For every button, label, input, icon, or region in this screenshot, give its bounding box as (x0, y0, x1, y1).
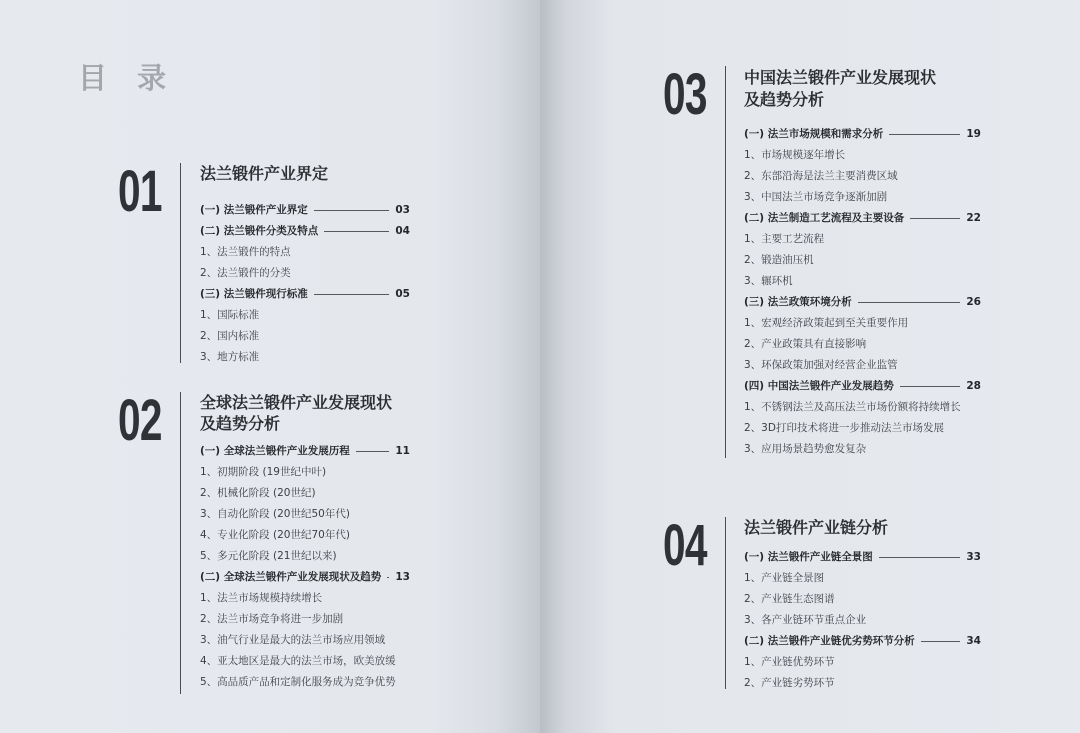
leader-line (314, 294, 390, 295)
page-number: 26 (966, 296, 981, 308)
chapter-04 (663, 513, 993, 697)
toc-item-entry[interactable]: 1、市场规模逐年增长 (744, 149, 846, 161)
page-number: 28 (966, 380, 981, 392)
chapter-title-line1: 全球法兰锻件产业发展现状 (200, 393, 393, 412)
page-number: 13 (395, 571, 410, 583)
toc-section-entry[interactable] (200, 221, 410, 242)
page-number: 22 (966, 212, 981, 224)
chapter-03 (663, 62, 993, 466)
toc-item-entry[interactable]: 3、地方标准 (200, 351, 260, 363)
chapter-01 (118, 159, 418, 373)
leader-line (879, 557, 961, 558)
leader-line (387, 577, 389, 578)
page-number: 33 (966, 551, 981, 563)
toc-item-entry[interactable]: 5、多元化阶段 (21世纪以来) (200, 550, 337, 562)
chapter-entries (744, 124, 981, 460)
toc-item-entry[interactable]: 1、不锈钢法兰及高压法兰市场份额将持续增长 (744, 401, 961, 413)
page-number: 03 (395, 204, 410, 216)
chapter-number: 03 (663, 62, 707, 127)
section-label: (二) 法兰锻件产业链优劣势环节分析 (744, 635, 915, 647)
toc-section-entry[interactable] (744, 547, 981, 568)
leader-line (314, 210, 390, 211)
toc-item-entry[interactable]: 3、中国法兰市场竞争逐渐加剧 (744, 191, 888, 203)
right-page (540, 0, 1080, 733)
page-number: 11 (395, 445, 410, 457)
toc-item-entry[interactable]: 5、高品质产品和定制化服务成为竞争优势 (200, 676, 396, 688)
toc-item-entry[interactable]: 2、国内标准 (200, 330, 260, 342)
toc-item-entry[interactable]: 1、国际标准 (200, 309, 260, 321)
toc-item-entry[interactable]: 2、锻造油压机 (744, 254, 814, 266)
toc-item-entry[interactable]: 1、宏观经济政策起到至关重要作用 (744, 317, 909, 329)
toc-section-entry[interactable] (744, 124, 981, 145)
toc-item-entry[interactable]: 2、法兰锻件的分类 (200, 267, 291, 279)
toc-item-entry[interactable]: 3、自动化阶段 (20世纪50年代) (200, 508, 350, 520)
page-number: 19 (966, 128, 981, 140)
toc-section-entry[interactable] (200, 284, 410, 305)
toc-section-entry[interactable] (200, 567, 410, 588)
section-label: (二) 法兰制造工艺流程及主要设备 (744, 212, 905, 224)
chapter-02 (118, 388, 438, 702)
chapter-number: 02 (118, 388, 162, 453)
chapter-entries (200, 200, 410, 368)
leader-line (910, 218, 960, 219)
toc-item-entry[interactable]: 1、产业链优势环节 (744, 656, 835, 668)
chapter-title-line2: 及趋势分析 (744, 90, 825, 109)
toc-item-entry[interactable]: 2、产业链生态图谱 (744, 593, 835, 605)
chapter-title: 法兰锻件产业链分析 (744, 518, 889, 537)
toc-item-entry[interactable]: 2、产业链劣势环节 (744, 677, 835, 689)
chapter-divider (725, 66, 726, 458)
toc-item-entry[interactable]: 3、环保政策加强对经营企业监管 (744, 359, 898, 371)
section-label: (一) 法兰市场规模和需求分析 (744, 128, 884, 140)
toc-item-entry[interactable]: 2、法兰市场竞争将进一步加剧 (200, 613, 344, 625)
toc-item-entry[interactable]: 4、专业化阶段 (20世纪70年代) (200, 529, 350, 541)
chapter-number: 04 (663, 513, 707, 578)
leader-line (900, 386, 961, 387)
toc-item-entry[interactable]: 2、东部沿海是法兰主要消费区域 (744, 170, 898, 182)
toc-item-entry[interactable]: 3、各产业链环节重点企业 (744, 614, 867, 626)
section-label: (三) 法兰锻件现行标准 (200, 288, 308, 300)
leader-line (858, 302, 961, 303)
toc-title: 目 录 (78, 61, 177, 95)
leader-line (356, 451, 390, 452)
section-label: (四) 中国法兰锻件产业发展趋势 (744, 380, 894, 392)
section-label: (一) 法兰锻件产业界定 (200, 204, 308, 216)
toc-item-entry[interactable]: 2、机械化阶段 (20世纪) (200, 487, 316, 499)
chapter-number: 01 (118, 159, 162, 224)
toc-section-entry[interactable] (200, 200, 410, 221)
leader-line (921, 641, 961, 642)
chapter-divider (180, 163, 181, 363)
leader-line (889, 134, 960, 135)
toc-section-entry[interactable] (200, 441, 410, 462)
toc-item-entry[interactable]: 3、应用场景趋势愈发复杂 (744, 443, 867, 455)
chapter-title: 法兰锻件产业界定 (200, 164, 329, 183)
section-label: (一) 法兰锻件产业链全景图 (744, 551, 873, 563)
chapter-entries (200, 441, 410, 693)
chapter-title-line1: 中国法兰锻件产业发展现状 (744, 68, 937, 87)
toc-item-entry[interactable]: 1、法兰锻件的特点 (200, 246, 291, 258)
page-number: 05 (395, 288, 410, 300)
toc-section-entry[interactable] (744, 376, 981, 397)
toc-item-entry[interactable]: 1、产业链全景图 (744, 572, 825, 584)
section-label: (三) 法兰政策环境分析 (744, 296, 852, 308)
toc-section-entry[interactable] (744, 631, 981, 652)
section-label: (二) 法兰锻件分类及特点 (200, 225, 319, 237)
toc-item-entry[interactable]: 3、辗环机 (744, 275, 793, 287)
section-label: (二) 全球法兰锻件产业发展现状及趋势 (200, 571, 382, 583)
chapter-divider (725, 517, 726, 689)
chapter-entries (744, 547, 981, 694)
toc-section-entry[interactable] (744, 208, 981, 229)
chapter-title-line2: 及趋势分析 (200, 414, 281, 433)
toc-item-entry[interactable]: 1、初期阶段 (19世纪中叶) (200, 466, 327, 478)
toc-item-entry[interactable]: 1、主要工艺流程 (744, 233, 825, 245)
toc-item-entry[interactable]: 3、油气行业是最大的法兰市场应用领域 (200, 634, 386, 646)
toc-section-entry[interactable] (744, 292, 981, 313)
page-number: 34 (966, 635, 981, 647)
toc-item-entry[interactable]: 2、3D打印技术将进一步推动法兰市场发展 (744, 422, 944, 434)
section-label: (一) 全球法兰锻件产业发展历程 (200, 445, 350, 457)
leader-line (324, 231, 389, 232)
toc-item-entry[interactable]: 1、法兰市场规模持续增长 (200, 592, 323, 604)
chapter-divider (180, 392, 181, 694)
toc-item-entry[interactable]: 2、产业政策具有直接影响 (744, 338, 867, 350)
page-number: 04 (395, 225, 410, 237)
toc-item-entry[interactable]: 4、亚太地区是最大的法兰市场，欧美放缓 (200, 655, 396, 667)
